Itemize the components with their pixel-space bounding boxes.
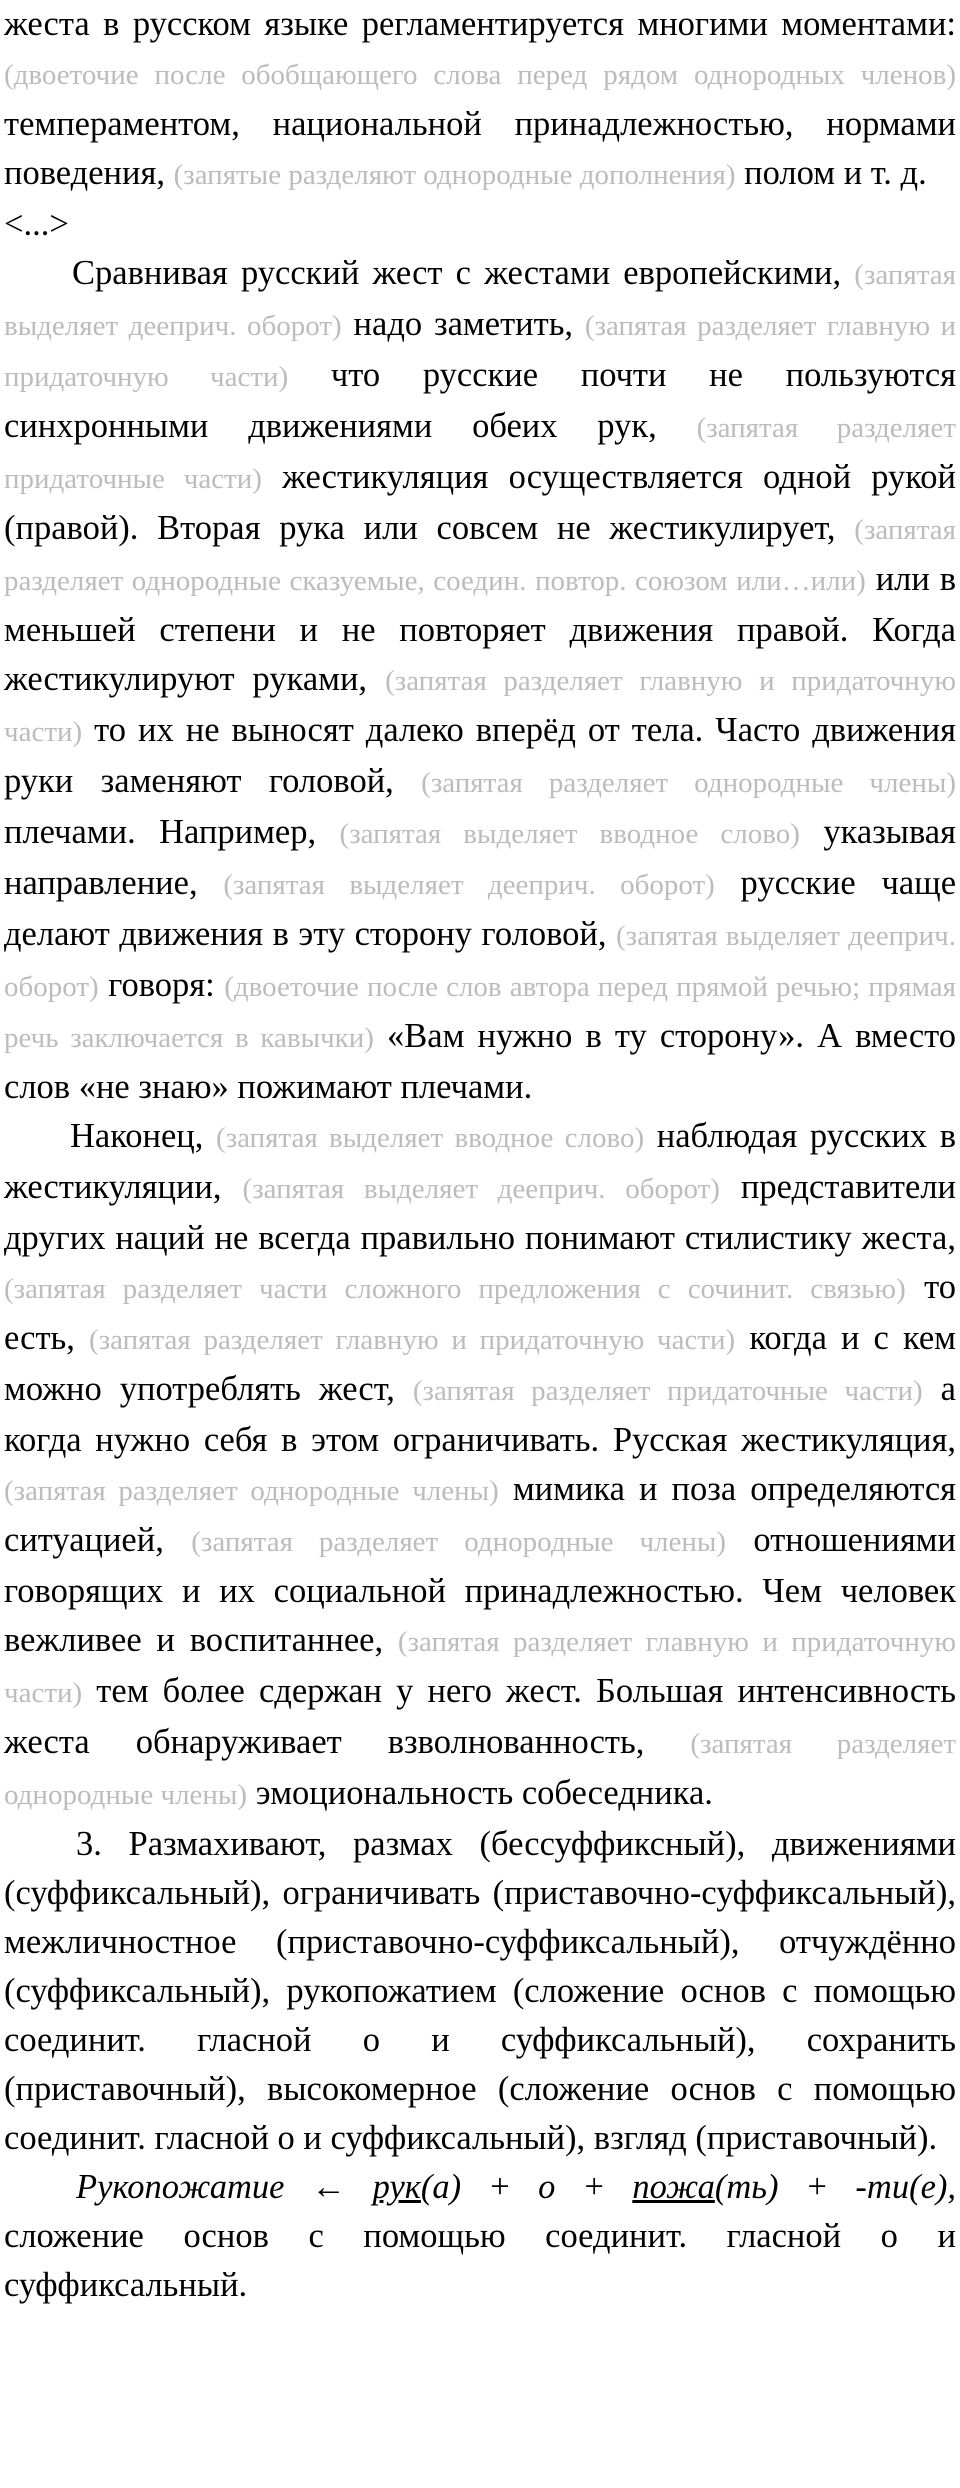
- text-fragment: когда и с кем можно употреблять жест,: [4, 1319, 956, 1408]
- punctuation-note: (запятая разделяет однородные члены): [4, 1475, 499, 1507]
- arrow-left-icon: ←: [284, 2168, 373, 2206]
- text-fragment: или в меньшей степени и не повторяет движения правой. Когда жестикулируют руками,: [4, 560, 956, 698]
- text-fragment: мимика и поза определяются ситуацией,: [4, 1470, 957, 1559]
- punctuation-note: (двоеточие после обобщающего слова перед рядом однородных членов): [4, 59, 956, 91]
- punctuation-note: (запятая выделяет дееприч. оборот): [4, 920, 956, 1003]
- punctuation-note: (запятая разделяет главную и придаточную части): [4, 665, 956, 748]
- text-fragment: то их не выносят далеко вперёд от тела. Часто движения руки заменяют головой,: [4, 711, 956, 800]
- text-fragment: эмоциональность собеседника.: [247, 1774, 713, 1812]
- morpheme-part: (ть) + -ти(е),: [714, 2168, 956, 2206]
- morpheme-analysis-word: Рукопожатие: [76, 2168, 285, 2206]
- punctuation-note: (двоеточие после слов автора перед прямой речью; прямая речь заключается в кавычки): [4, 971, 956, 1054]
- paragraph: [4, 249, 956, 1112]
- text-fragment: <...>: [4, 205, 69, 243]
- paragraph: [4, 200, 956, 249]
- text-fragment: наблюдая русских в жестикуляции,: [4, 1117, 956, 1206]
- paragraph: [4, 1820, 956, 2163]
- text-fragment: то есть,: [4, 1268, 956, 1357]
- text-fragment: тем более сдержан у него жест. Большая интенсивность жеста обнаруживает взволнованность,: [4, 1672, 956, 1761]
- punctuation-note: (запятая разделяет части сложного предложения с сочинит. связью): [4, 1273, 906, 1305]
- text-fragment: Сравнивая русский жест с жестами европейскими,: [72, 254, 855, 292]
- punctuation-note: (запятая разделяет однородные члены): [421, 767, 956, 799]
- text-fragment: полом и т. д.: [735, 154, 927, 192]
- punctuation-note: (запятая разделяет придаточные части): [412, 1375, 923, 1407]
- text-fragment: представители других наций не всегда правильно понимают стилистику жеста,: [4, 1168, 956, 1257]
- text-fragment: жестикуляция осуществляется одной рукой (правой). Вторая рука или совсем не жестикулирует,: [4, 458, 956, 547]
- text-fragment: русские чаще делают движения в эту сторону головой,: [4, 864, 957, 953]
- paragraph: [4, 0, 956, 200]
- morpheme-analysis-conclusion: сложение основ с помощью соединит. гласной о и суффиксальный.: [4, 2217, 956, 2304]
- text-fragment: говоря:: [98, 966, 225, 1004]
- punctuation-note: (запятая выделяет дееприч. оборот): [4, 259, 956, 342]
- punctuation-note: (запятая выделяет вводное слово): [216, 1122, 645, 1154]
- morpheme-formula: [373, 2168, 956, 2206]
- punctuation-note: (запятые разделяют однородные дополнения): [173, 159, 736, 191]
- morpheme-part: (а) + о +: [420, 2168, 633, 2206]
- punctuation-note: (запятая разделяет однородные члены): [191, 1526, 727, 1558]
- text-fragment: 3. Размахивают, размах (бессуффиксный), движениями (суффиксальный), ограничивать (приставочно-суффиксальный), межличностное (приставочно-суффиксальный), отчуждённо (суффиксальный), рукопожатием (сложение основ с помощью соединит. гласной о и суффиксальный), сохранить (приставочный), высокомерное (сложение основ с помощью соединит. гласной о и суффиксальный), взгляд (приставочный).: [4, 1825, 956, 2157]
- punctuation-note: (запятая разделяет придаточные части): [4, 412, 956, 495]
- punctuation-note: (запятая выделяет дееприч. оборот): [242, 1173, 720, 1205]
- morpheme-root: рук: [372, 2168, 421, 2206]
- punctuation-note: (запятая разделяет главную и придаточную части): [4, 1626, 957, 1709]
- punctuation-note: (запятая разделяет главную и придаточную части): [89, 1324, 736, 1356]
- text-fragment: Наконец,: [70, 1117, 217, 1155]
- punctuation-note: (запятая выделяет дееприч. оборот): [223, 869, 715, 901]
- punctuation-note: (запятая выделяет вводное слово): [339, 818, 800, 850]
- punctuation-note: (запятая разделяет однородные сказуемые, соедин. повтор. союзом или…или): [4, 514, 956, 597]
- text-fragment: указывая направление,: [4, 813, 956, 902]
- text-fragment: что русские почти не пользуются синхронными движениями обеих рук,: [4, 356, 957, 445]
- morpheme-analysis-line: [4, 2163, 956, 2310]
- text-fragment: темпераментом, национальной принадлежностью, нормами поведения,: [4, 105, 956, 192]
- text-body: [4, 0, 956, 2163]
- text-fragment: жеста в русском языке регламентируется многими моментами:: [4, 5, 956, 43]
- punctuation-note: (запятая разделяет главную и придаточную части): [4, 310, 957, 393]
- text-fragment: отношениями говорящих и их социальной принадлежностью. Чем человек вежливее и воспитаннее,: [4, 1521, 956, 1659]
- text-fragment: а когда нужно себя в этом ограничивать. Русская жестикуляция,: [4, 1370, 956, 1459]
- text-fragment: надо заметить,: [341, 305, 585, 343]
- paragraph: [4, 1112, 956, 1820]
- text-fragment: «Вам нужно в ту сторону». А вместо слов «не знаю» пожимают плечами.: [4, 1017, 956, 1106]
- morpheme-root: пожа: [632, 2168, 715, 2206]
- text-fragment: плечами. Например,: [4, 813, 340, 851]
- punctuation-note: (запятая разделяет однородные члены): [4, 1728, 957, 1811]
